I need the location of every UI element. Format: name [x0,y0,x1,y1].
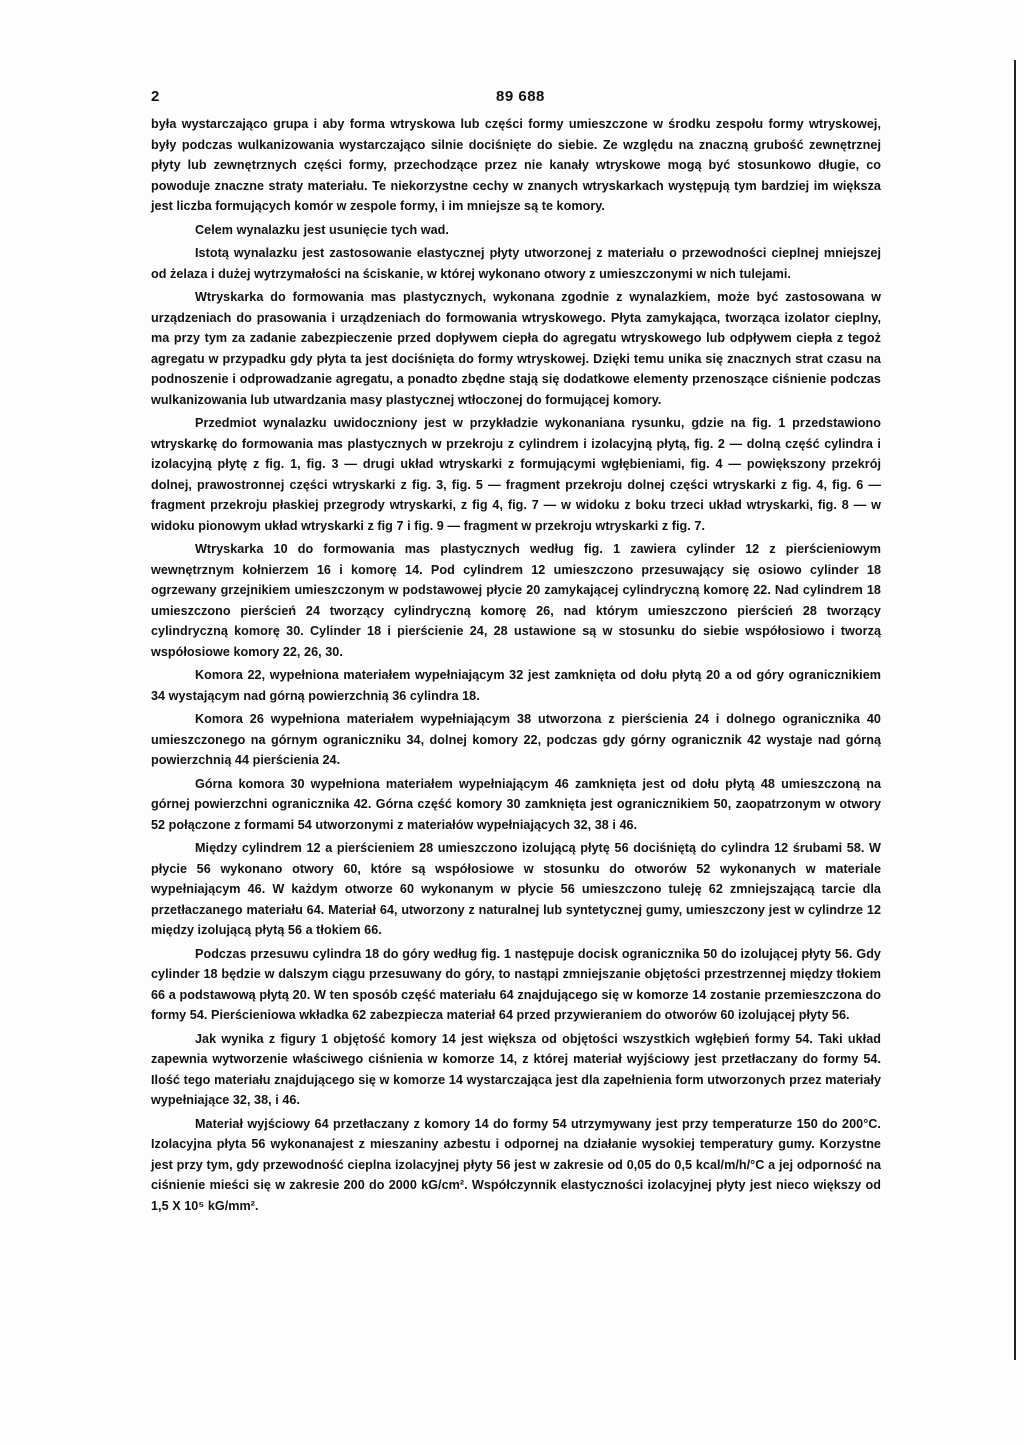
paragraph-10: Między cylindrem 12 a pierścieniem 28 umieszczono izolującą płytę 56 dociśniętą do cylindra 12 śrubami 58. W płycie 56 wykonano otwory 60, które są współosiowe w stosunku do otworów 52 wykonanych w materiale wypełniającym 46. W każdym otworze 60 wykonanym w płycie 56 umieszczono tuleję 62 zmniejszającą tarcie dla przetłaczanego materiału 64. Materiał 64, utworzony z naturalnej lub syntetycznej gumy, umieszczony jest w cylindrze 12 między izolującą płytą 56 a tłokiem 66. [151,841,881,937]
document-number: 89 688 [496,88,545,105]
paragraph-1: była wystarczająco grupa i aby forma wtryskowa lub części formy umieszczone w środku zespołu formy wtryskowej, były podczas wulkanizowania wystarczająco silnie dociśnięte do siebie. Ze względu na znaczną grubość zewnętrznej płyty lub zewnętrznych części formy, przechodzące przez nie kanały wtryskowe mogą być stosunkowo długie, co powoduje znaczne straty materiału. Te niekorzystne cechy w znanych wtryskarkach występują tym bardziej im większa jest liczba formujących komór w zespole formy, i im mniejsze są te komory. [151,117,881,213]
paragraph-4: Wtryskarka do formowania mas plastycznych, wykonana zgodnie z wynalazkiem, może być zastosowana w urządzeniach do prasowania i urządzeniach do formowania wtryskowego. Płyta zamykająca, tworząca izolator cieplny, ma przy tym za zadanie zabezpieczenie przed dopływem ciepła do agregatu wtryskowego lub odpływem ciepła z tegoż agregatu w przypadku gdy płyta ta jest dociśnięta do formy wtryskowej. Dzięki temu unika się znacznych strat czasu na podnoszenie i odprowadzanie agregatu, a ponadto zbędne stają się dodatkowe elementy przenoszące ciśnienie podczas wulkanizowania lub utwardzania masy plastycznej wtłoczonej do formującej komory. [151,290,881,407]
paragraph-11: Podczas przesuwu cylindra 18 do góry według fig. 1 następuje docisk ogranicznika 50 do izolującej płyty 56. Gdy cylinder 18 będzie w dalszym ciągu przesuwany do góry, to nastąpi zmniejszanie objętości przestrzennej między tłokiem 66 a podstawową płytą 20. W ten sposób część materiału 64 znajdującego się w komorze 14 zostanie przemieszczona do formy 54. Pierścieniowa wkładka 62 zabezpiecza materiał 64 przed przywieraniem do otworów 60 izolującej płyty 56. [151,946,881,1022]
paragraph-13: Materiał wyjściowy 64 przetłaczany z komory 14 do formy 54 utrzymywany jest przy temperaturze 150 do 200°C. Izolacyjna płyta 56 wykonanajest z mieszaniny azbestu i odpornej na działanie wysokiej temperatury gumy. Korzystne jest przy tym, gdy przewodność cieplna izolacyjnej płyty 56 jest w zakresie od 0,05 do 0,5 kcal/m/h/°C a jej odporność na ciśnienie mieści się w zakresie 200 do 2000 kG/cm². Współczynnik elastyczności izolacyjnej płyty jest nieco większy od 1,5 X 10⁵ kG/mm². [151,1116,881,1213]
paragraph-8: Komora 26 wypełniona materiałem wypełniającym 38 utworzona z pierścienia 24 i dolnego ogranicznika 40 umieszczonego na górnym ograniczniku 34, dolnej komory 22, podczas gdy górny ogranicznik 42 wystaje nad górną powierzchnią 44 pierścienia 24. [151,712,881,767]
paragraph-5: Przedmiot wynalazku uwidoczniony jest w przykładzie wykonaniana rysunku, gdzie na fig. 1 przedstawiono wtryskarkę do formowania mas plastycznych w przekroju z cylindrem i izolacyjną płytą, fig. 2 — dolną część cylindra i izolacyjną płytę z fig. 1, fig. 3 — drugi układ wtryskarki z formującymi wgłębieniami, fig. 4 — powiększony przekrój dolnej, prawostronnej części wtryskarki z fig. 3, fig. 5 — fragment przekroju dolnej części wtryskarki z fig. 4, fig. 6 — fragment przekroju płaskiej przegrody wtryskarki, z fig 4, fig. 7 — w widoku z boku trzeci układ wtryskarki, fig. 8 — w widoku pionowym układ wtryskarki z fig 7 i fig. 9 — fragment w przekroju wtryskarki z fig. 7. [151,416,881,533]
page-header [151,88,881,108]
paragraph-2: Celem wynalazku jest usunięcie tych wad. [195,222,449,237]
paragraph-9: Górna komora 30 wypełniona materiałem wypełniającym 46 zamknięta jest od dołu płytą 48 umieszczoną na górnej powierzchni ogranicznika 42. Górna część komory 30 zamknięta jest ogranicznikiem 50, zaopatrzonym w otwory 52 połączone z formami 54 utworzonymi z materiałów wypełniających 32, 38 i 46. [151,776,881,832]
paragraph-6: Wtryskarka 10 do formowania mas plastycznych według fig. 1 zawiera cylinder 12 z pierścieniowym wewnętrznym kołnierzem 16 i komorę 14. Pod cylindrem 12 umieszczono przesuwający się osiowo cylinder 18 ogrzewany grzejnikiem umieszczonym w podstawowej płycie 20 zamykającej cylindryczną komorę 22. Nad cylindrem 18 umieszczono pierścień 24 tworzący cylindryczną komorę 26, nad którym umieszczono pierścień 28 tworzący cylindryczną komorę 30. Cylinder 18 i pierścienie 24, 28 ustawione są w stosunku do siebie współosiowo i tworzą współosiowe komory 22, 26, 30. [151,542,881,659]
scan-edge-line [1014,60,1016,1360]
paragraph-12: Jak wynika z figury 1 objętość komory 14 jest większa od objętości wszystkich wgłębień formy 54. Taki układ zapewnia wytworzenie właściwego ciśnienia w komorze 14, z której materiał wyjściowy jest przetłaczany do formy 54. Ilość tego materiału znajdującego się w komorze 14 wystarczająca jest dla zapełnienia form utworzonych przez materiały wypełniające 32, 38, i 46. [151,1031,881,1107]
page-number: 2 [151,88,160,105]
paragraph-3: Istotą wynalazku jest zastosowanie elastycznej płyty utworzonej z materiału o przewodności cieplnej mniejszej od żelaza i dużej wytrzymałości na ściskanie, w której wykonano otwory z umieszczonymi w nich tulejami. [151,246,881,281]
paragraph-7: Komora 22, wypełniona materiałem wypełniającym 32 jest zamknięta od dołu płytą 20 a od góry ogranicznikiem 34 wystającym nad górną powierzchnią 36 cylindra 18. [151,668,881,703]
body-text [151,114,881,1219]
